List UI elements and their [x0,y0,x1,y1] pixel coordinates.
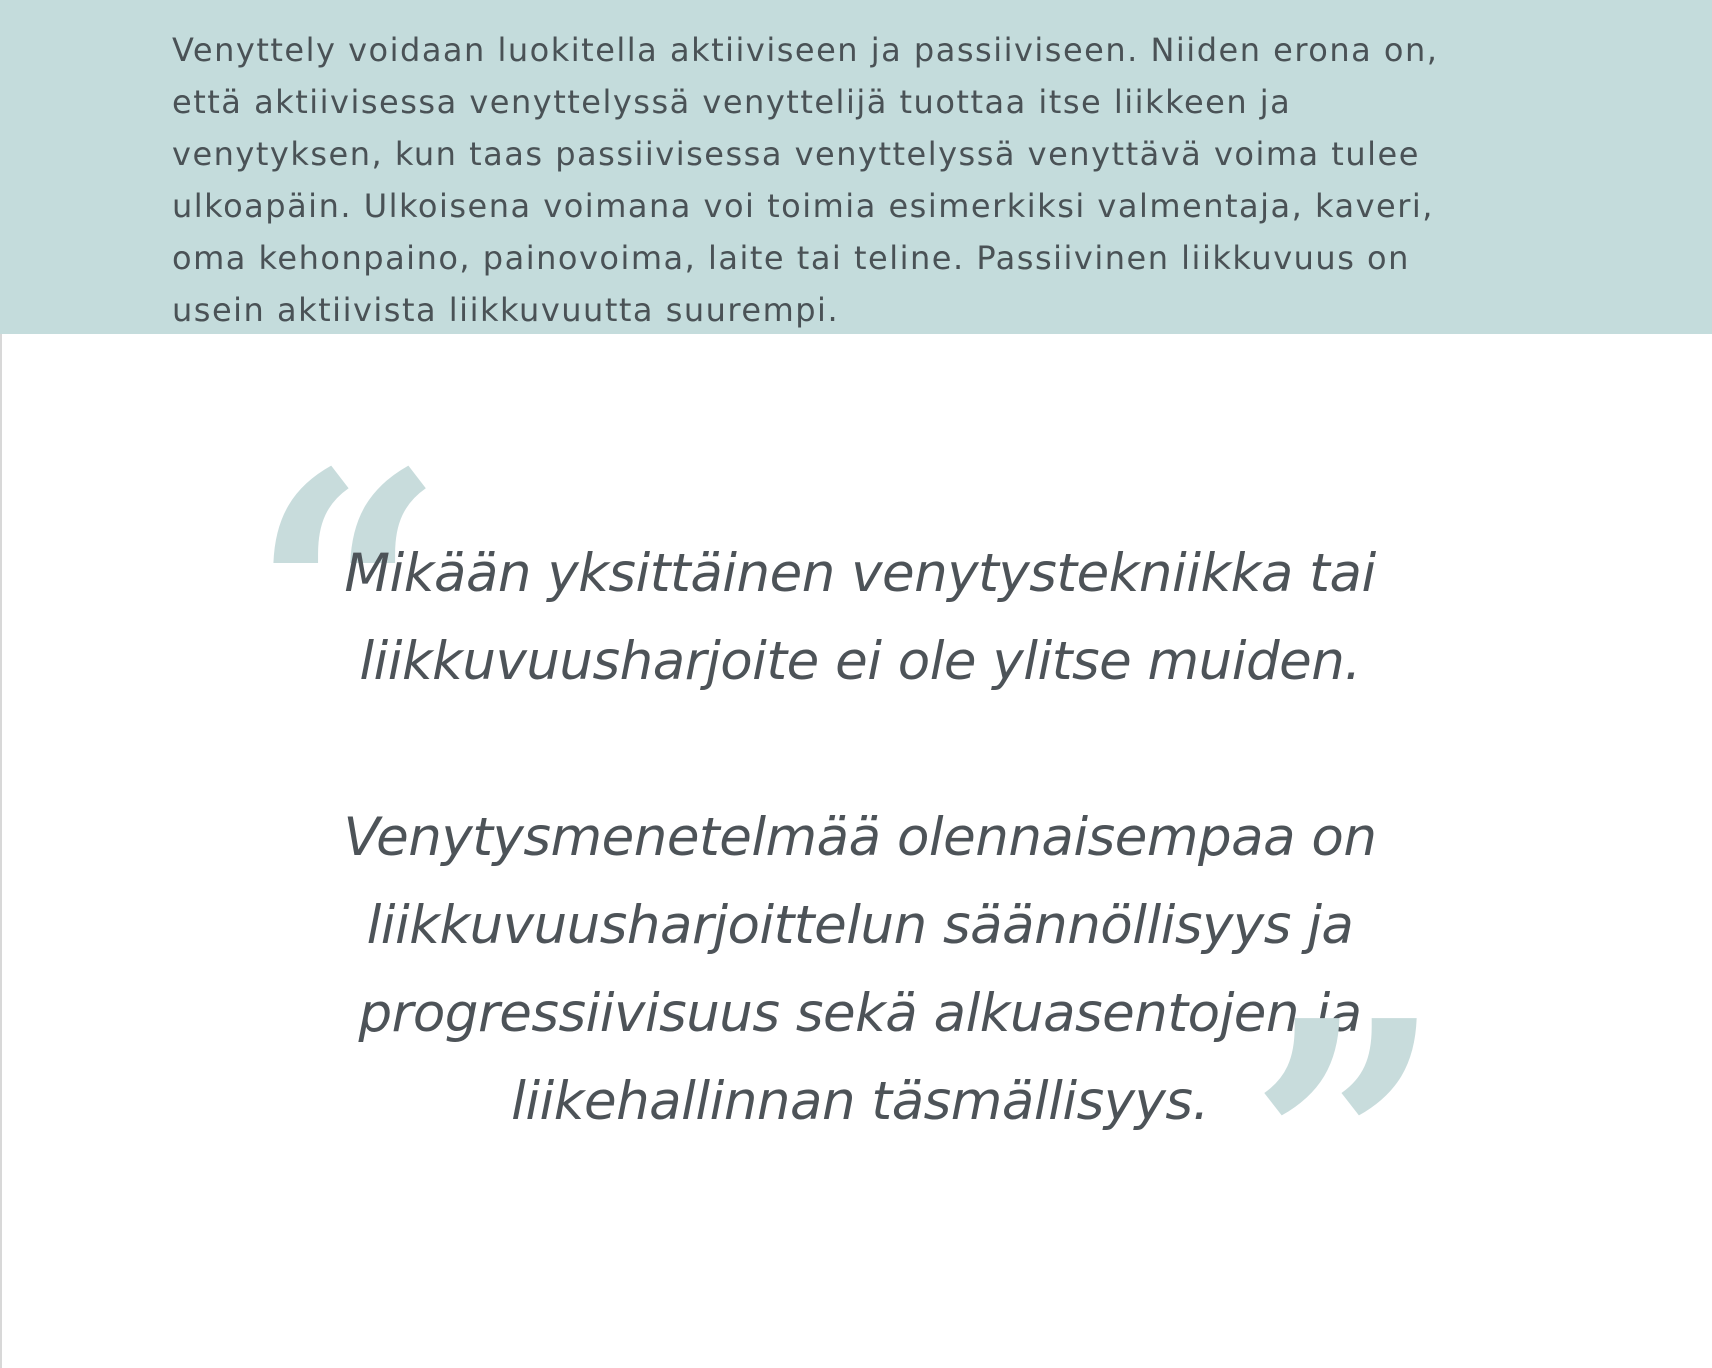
intro-band [0,0,1712,334]
intro-paragraph: Venyttely voidaan luokitella aktiiviseen ja passiiviseen. Niiden erona on, että aktiivisessa venyttelyssä venyttelijä tuottaa itse liikkeen ja venytyksen, kun taas passiivisessa venyttelyssä venyttävä voima tulee ulkoapäin. Ulkoisena voimana voi toimia esimerkiksi valmentaja, kaveri, oma kehonpaino, painovoima, laite tai teline. Passiivinen liikkuvuus on usein aktiivista liikkuvuutta suurempi. [172,31,1439,329]
open-quote-icon: “ [250,400,446,799]
quote-paragraph-2: Venytysmenetelmää olennaisempaa on liikkuvuusharjoittelun säännöllisyys ja progressiivisuus sekä alkuasentojen ja liikehallinnan täsmällisyys. [343,807,1377,1132]
pull-quote [340,530,1380,1146]
quote-paragraph-1: Mikään yksittäinen venytystekniikka tai liikkuvuusharjoite ei ole ylitse muiden. [344,543,1376,692]
close-quote-icon: ” [1248,948,1444,1347]
